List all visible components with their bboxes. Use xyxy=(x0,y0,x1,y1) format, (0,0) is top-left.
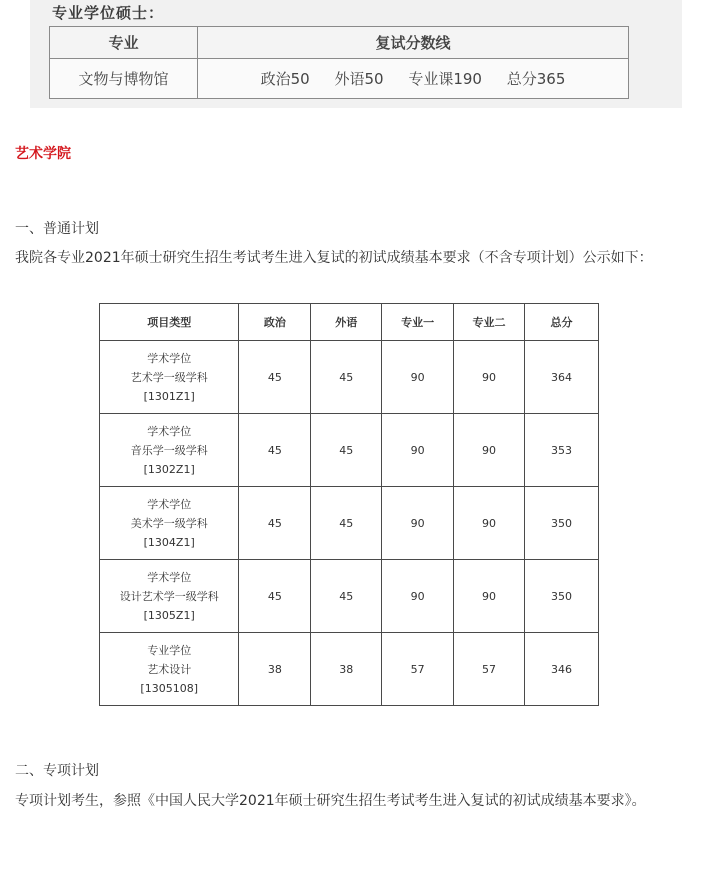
professional-degree-heading: 专业学位硕士： xyxy=(52,4,165,22)
degree-type: 专业学位 xyxy=(147,643,192,657)
major-one-score: 90 xyxy=(382,487,454,560)
major-two-score: 57 xyxy=(454,633,525,706)
degree-type: 学术学位 xyxy=(147,497,192,511)
major-one-score: 90 xyxy=(382,341,454,414)
discipline-name: 音乐学一级学科 xyxy=(130,443,208,457)
score-politics: 政治50 xyxy=(260,70,310,88)
professional-degree-header-row xyxy=(50,27,629,59)
project-type-cell xyxy=(100,414,239,487)
major-two-score: 90 xyxy=(454,414,525,487)
table-row xyxy=(100,487,599,560)
score-foreign-language: 外语50 xyxy=(334,70,384,88)
header-politics: 政治 xyxy=(239,304,311,341)
politics-score: 45 xyxy=(239,487,311,560)
project-type-cell xyxy=(100,487,239,560)
foreign-language-score: 45 xyxy=(311,414,382,487)
table-row xyxy=(100,341,599,414)
discipline-name: 美术学一级学科 xyxy=(130,516,208,530)
header-major-one: 专业一 xyxy=(382,304,454,341)
header-total: 总分 xyxy=(524,304,598,341)
score-line-cell xyxy=(198,59,629,99)
politics-score: 45 xyxy=(239,560,311,633)
foreign-language-score: 45 xyxy=(311,487,382,560)
major-two-score: 90 xyxy=(454,560,525,633)
section1-intro: 我院各专业2021年硕士研究生招生考试考生进入复试的初试成绩基本要求（不含专项计划）公示如下： xyxy=(15,250,653,266)
table-row xyxy=(100,633,599,706)
score-total: 总分365 xyxy=(506,70,566,88)
discipline-code: [1302Z1] xyxy=(143,462,195,476)
politics-score: 38 xyxy=(239,633,311,706)
header-foreign-language: 外语 xyxy=(311,304,382,341)
total-score: 364 xyxy=(524,341,598,414)
politics-score: 45 xyxy=(239,341,311,414)
score-major-course: 专业课190 xyxy=(408,70,482,88)
discipline-code: [1305Z1] xyxy=(143,608,195,622)
project-type-cell xyxy=(100,341,239,414)
college-title: 艺术学院 xyxy=(15,146,71,162)
foreign-language-score: 45 xyxy=(311,341,382,414)
professional-degree-image xyxy=(30,0,682,108)
header-score-line: 复试分数线 xyxy=(198,27,629,59)
foreign-language-score: 45 xyxy=(311,560,382,633)
degree-type: 学术学位 xyxy=(147,570,192,584)
professional-degree-row xyxy=(50,59,629,99)
header-project-type: 项目类型 xyxy=(100,304,239,341)
total-score: 350 xyxy=(524,560,598,633)
foreign-language-score: 38 xyxy=(311,633,382,706)
header-major: 专业 xyxy=(50,27,198,59)
discipline-name: 艺术设计 xyxy=(147,662,192,676)
total-score: 353 xyxy=(524,414,598,487)
degree-type: 学术学位 xyxy=(147,351,192,365)
major-one-score: 90 xyxy=(382,560,454,633)
politics-score: 45 xyxy=(239,414,311,487)
discipline-name: 设计艺术学一级学科 xyxy=(119,589,219,603)
major-two-score: 90 xyxy=(454,487,525,560)
degree-type: 学术学位 xyxy=(147,424,192,438)
total-score: 346 xyxy=(524,633,598,706)
major-one-score: 57 xyxy=(382,633,454,706)
major-two-score: 90 xyxy=(454,341,525,414)
discipline-name: 艺术学一级学科 xyxy=(130,370,208,384)
section2-title: 二、专项计划 xyxy=(15,763,99,779)
major-name: 文物与博物馆 xyxy=(50,59,198,99)
discipline-code: [1304Z1] xyxy=(143,535,195,549)
professional-degree-table xyxy=(49,26,629,99)
table-row xyxy=(100,560,599,633)
discipline-code: [1301Z1] xyxy=(143,389,195,403)
project-type-cell xyxy=(100,633,239,706)
project-type-cell xyxy=(100,560,239,633)
section2-body: 专项计划考生，参照《中国人民大学2021年硕士研究生招生考试考生进入复试的初试成绩基本要求》。 xyxy=(15,793,646,809)
header-major-two: 专业二 xyxy=(454,304,525,341)
major-one-score: 90 xyxy=(382,414,454,487)
table-header-row xyxy=(100,304,599,341)
table-row xyxy=(100,414,599,487)
discipline-code: [1305108] xyxy=(140,681,198,695)
score-table xyxy=(99,303,599,706)
total-score: 350 xyxy=(524,487,598,560)
section1-title: 一、普通计划 xyxy=(15,221,99,237)
